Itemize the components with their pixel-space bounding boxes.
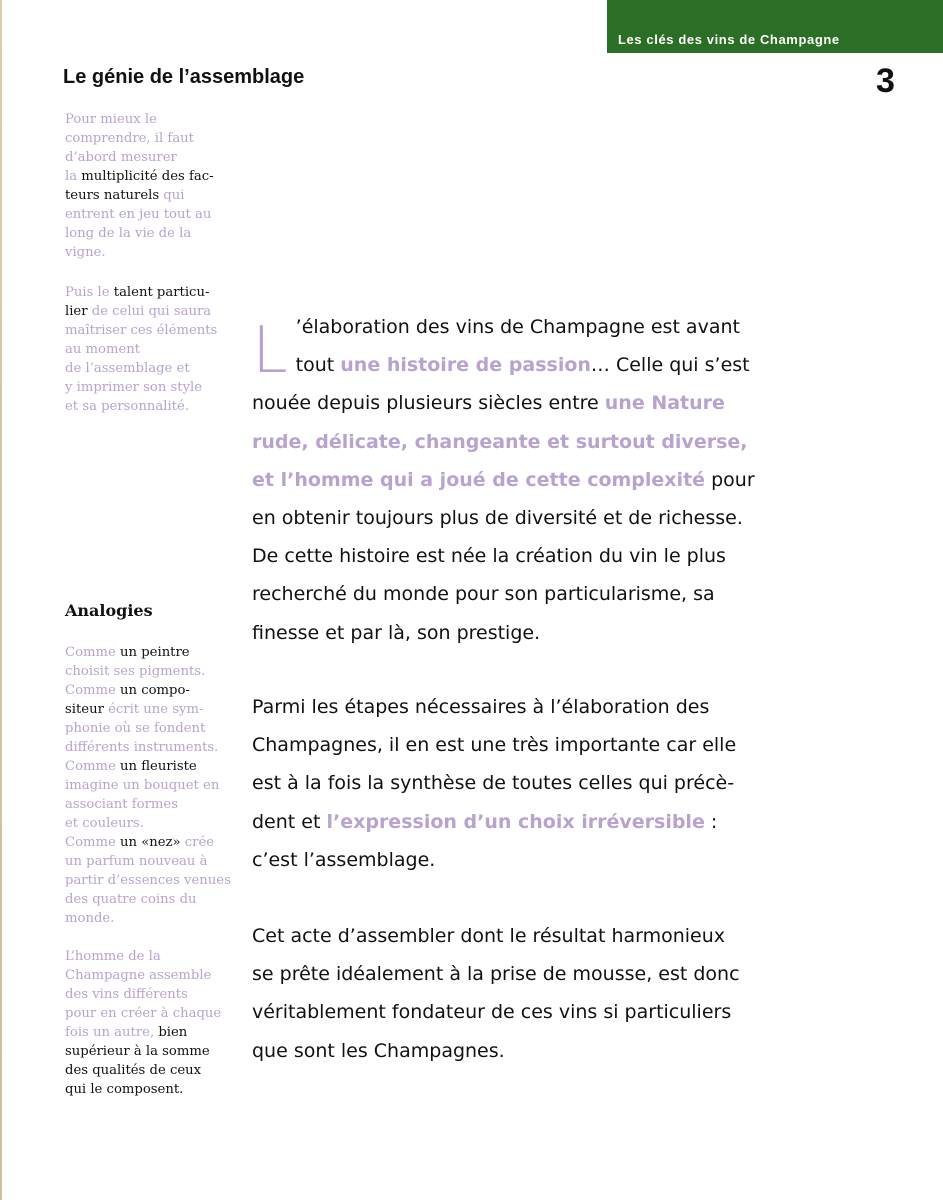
sidebar-text: d’abord mesurer xyxy=(65,150,177,165)
sidebar-text: comprendre, il faut xyxy=(65,131,194,146)
sidebar-text: des vins différents xyxy=(65,987,188,1002)
main-paragraph-conclusion xyxy=(252,917,792,1070)
main-paragraph-intro xyxy=(252,308,792,652)
sidebar-text: L’homme de la xyxy=(65,949,161,964)
body-text: c’est l’assemblage. xyxy=(252,848,436,871)
sidebar-text: choisit ses pigments. xyxy=(65,664,206,679)
body-text: recherché du monde pour son particularisme, sa xyxy=(252,583,715,606)
banner-text: Les clés des vins de Champagne xyxy=(618,32,840,47)
sidebar-emphasis: un peintre xyxy=(120,645,190,660)
sidebar-text: et sa personnalité. xyxy=(65,399,189,414)
body-text: tout xyxy=(295,354,341,377)
sidebar-text: Pour mieux le xyxy=(65,112,157,127)
sidebar-text: imagine un bouquet en xyxy=(65,778,220,793)
sidebar-analogies xyxy=(65,643,235,928)
page-number: 3 xyxy=(876,62,895,100)
sidebar-text: Comme xyxy=(65,835,121,850)
body-text: Champagnes, il en est une très importante car elle xyxy=(252,734,737,757)
sidebar-emphasis: siteur xyxy=(65,702,104,717)
sidebar-text: y imprimer son style xyxy=(65,380,203,395)
body-text: Parmi les étapes nécessaires à l’élaboration des xyxy=(252,696,710,718)
sidebar-text: long de la vie de la xyxy=(65,226,192,241)
sidebar-emphasis: un compo- xyxy=(120,683,190,698)
sidebar-text: pour en créer à chaque xyxy=(65,1006,222,1021)
sidebar-intro xyxy=(65,110,235,262)
sidebar-text: partir d’essences venues xyxy=(65,873,231,888)
main-paragraph-assemblage xyxy=(252,688,792,879)
body-text: est à la fois la synthèse de toutes celles qui précè- xyxy=(252,772,735,795)
body-text: finesse et par là, son prestige. xyxy=(252,621,541,644)
sidebar-text: Puis le xyxy=(65,285,114,300)
sidebar-text: de l’assemblage et xyxy=(65,361,190,376)
body-text: nouée depuis plusieurs siècles entre xyxy=(252,392,605,415)
sidebar-text: Comme xyxy=(65,645,121,660)
body-text: que sont les Champagnes. xyxy=(252,1039,505,1062)
page-edge-line xyxy=(0,0,2,1200)
sidebar-text: phonie où se fondent xyxy=(65,721,206,736)
sidebar-text: un parfum nouveau à xyxy=(65,854,208,869)
body-highlight: rude, délicate, changeante et surtout diverse, xyxy=(252,430,748,453)
body-text: ’élaboration des vins de Champagne est avant xyxy=(295,316,740,338)
sidebar-text: la xyxy=(65,169,82,184)
sidebar-emphasis: qui le composent. xyxy=(65,1082,184,1097)
sidebar-emphasis: des qualités de ceux xyxy=(65,1063,202,1078)
sidebar-text: Comme xyxy=(65,759,121,774)
body-highlight: l’expression d’un choix irréversible xyxy=(326,810,705,833)
sidebar-emphasis: lier xyxy=(65,304,88,319)
body-text: … Celle qui s’est xyxy=(590,354,750,377)
body-highlight: une Nature xyxy=(604,392,725,415)
sidebar-text: écrit une sym- xyxy=(103,702,204,717)
analogies-heading: Analogies xyxy=(65,601,153,620)
sidebar-text: crée xyxy=(180,835,215,850)
sidebar-text: différents instruments. xyxy=(65,740,219,755)
drop-cap: L xyxy=(252,314,288,388)
sidebar-text: de celui qui saura xyxy=(87,304,212,319)
sidebar-text: Comme xyxy=(65,683,121,698)
sidebar-emphasis: bien xyxy=(158,1025,188,1040)
sidebar-text: fois un autre, xyxy=(65,1025,159,1040)
section-banner xyxy=(607,0,943,53)
body-text: pour xyxy=(705,468,755,491)
sidebar-text: associant formes xyxy=(65,797,178,812)
body-text: véritablement fondateur de ces vins si particuliers xyxy=(252,1001,732,1024)
sidebar-text: des quatre coins du xyxy=(65,892,197,907)
body-text: en obtenir toujours plus de diversité et de richesse. xyxy=(252,507,743,530)
sidebar-text: vigne. xyxy=(65,245,106,260)
sidebar-text: maîtriser ces éléments xyxy=(65,323,218,338)
sidebar-text: et couleurs. xyxy=(65,816,144,831)
page-title: Le génie de l’assemblage xyxy=(63,66,305,88)
sidebar-text: qui xyxy=(159,188,185,203)
sidebar-emphasis: un «nez» xyxy=(120,835,181,850)
sidebar-emphasis: un fleuriste xyxy=(120,759,197,774)
sidebar-text: au moment xyxy=(65,342,141,357)
sidebar-emphasis: teurs naturels xyxy=(65,188,160,203)
sidebar-emphasis: supérieur à la somme xyxy=(65,1044,210,1059)
sidebar-emphasis: multiplicité des fac- xyxy=(81,169,214,184)
sidebar-conclusion xyxy=(65,947,235,1099)
sidebar-talent xyxy=(65,283,235,416)
sidebar-emphasis: talent particu- xyxy=(113,285,210,300)
body-text: se prête idéalement à la prise de mousse, est donc xyxy=(252,963,740,986)
body-text: De cette histoire est née la création du vin le plus xyxy=(252,545,726,568)
sidebar-text: Champagne assemble xyxy=(65,968,212,983)
body-highlight: une histoire de passion xyxy=(340,354,591,377)
body-highlight: et l’homme qui a joué de cette complexité xyxy=(252,468,706,491)
body-text: Cet acte d’assembler dont le résultat harmonieux xyxy=(252,925,726,947)
body-text: dent et xyxy=(252,810,327,833)
body-text: : xyxy=(704,810,718,833)
sidebar-text: monde. xyxy=(65,911,115,926)
sidebar-text: entrent en jeu tout au xyxy=(65,207,212,222)
